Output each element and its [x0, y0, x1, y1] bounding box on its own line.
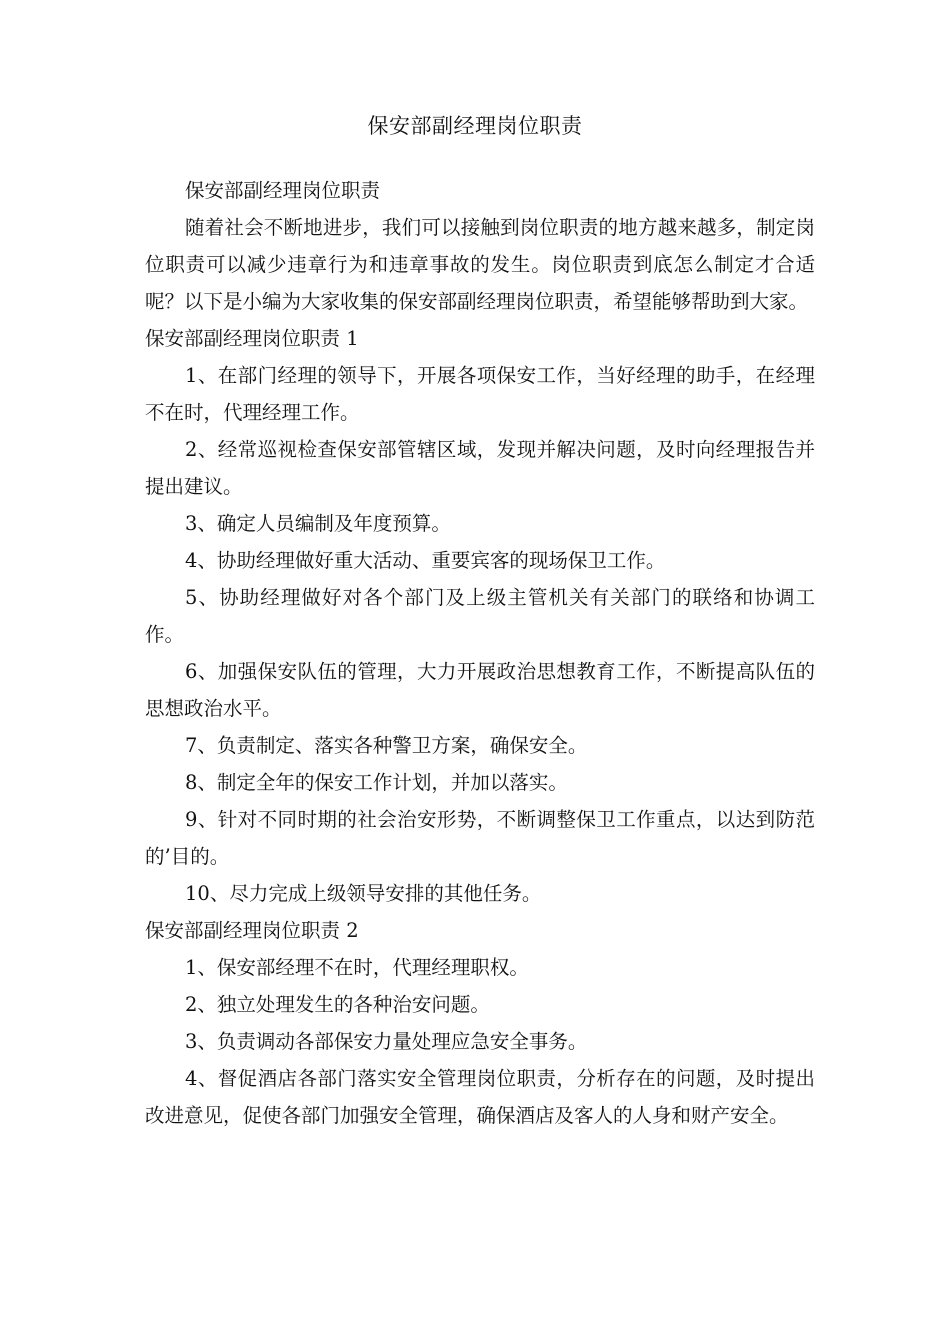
- document-body: [145, 172, 815, 1134]
- document-subtitle: 保安部副经理岗位职责: [185, 179, 381, 202]
- section-2-item-4: 4、督促酒店各部门落实安全管理岗位职责，分析存在的问题，及时提出改进意见，促使各部门加强安全管理，确保酒店及客人的人身和财产安全。: [145, 1067, 815, 1127]
- section-2-heading: 保安部副经理岗位职责 2: [145, 919, 359, 942]
- section-1-item-10: 10、尽力完成上级领导安排的其他任务。: [185, 882, 542, 905]
- intro-paragraph: 随着社会不断地进步，我们可以接触到岗位职责的地方越来越多，制定岗位职责可以减少违章行为和违章事故的发生。岗位职责到底怎么制定才合适呢？以下是小编为大家收集的保安部副经理岗位职责，希望能够帮助到大家。: [145, 216, 815, 313]
- section-1-item-8: 8、制定全年的保安工作计划，并加以落实。: [185, 771, 568, 794]
- section-1-item-4: 4、协助经理做好重大活动、重要宾客的现场保卫工作。: [185, 549, 666, 572]
- section-2-item-1: 1、保安部经理不在时，代理经理职权。: [185, 956, 529, 979]
- section-1-heading: 保安部副经理岗位职责 1: [145, 327, 359, 350]
- document-title: 保安部副经理岗位职责: [367, 114, 583, 138]
- section-2-item-2: 2、独立处理发生的各种治安问题。: [185, 993, 490, 1016]
- section-1-item-3: 3、确定人员编制及年度预算。: [185, 512, 451, 535]
- section-1-item-1: 1、在部门经理的领导下，开展各项保安工作，当好经理的助手，在经理不在时，代理经理工作。: [145, 364, 815, 424]
- section-1-item-5: 5、协助经理做好对各个部门及上级主管机关有关部门的联络和协调工作。: [145, 586, 815, 646]
- section-1-item-7: 7、负责制定、落实各种警卫方案，确保安全。: [185, 734, 588, 757]
- section-1-item-9: 9、针对不同时期的社会治安形势，不断调整保卫工作重点，以达到防范的’目的。: [145, 808, 815, 868]
- section-1-item-6: 6、加强保安队伍的管理，大力开展政治思想教育工作，不断提高队伍的思想政治水平。: [145, 660, 815, 720]
- section-1-item-2: 2、经常巡视检查保安部管辖区域，发现并解决问题，及时向经理报告并提出建议。: [145, 438, 815, 498]
- section-2-item-3: 3、负责调动各部保安力量处理应急安全事务。: [185, 1030, 588, 1053]
